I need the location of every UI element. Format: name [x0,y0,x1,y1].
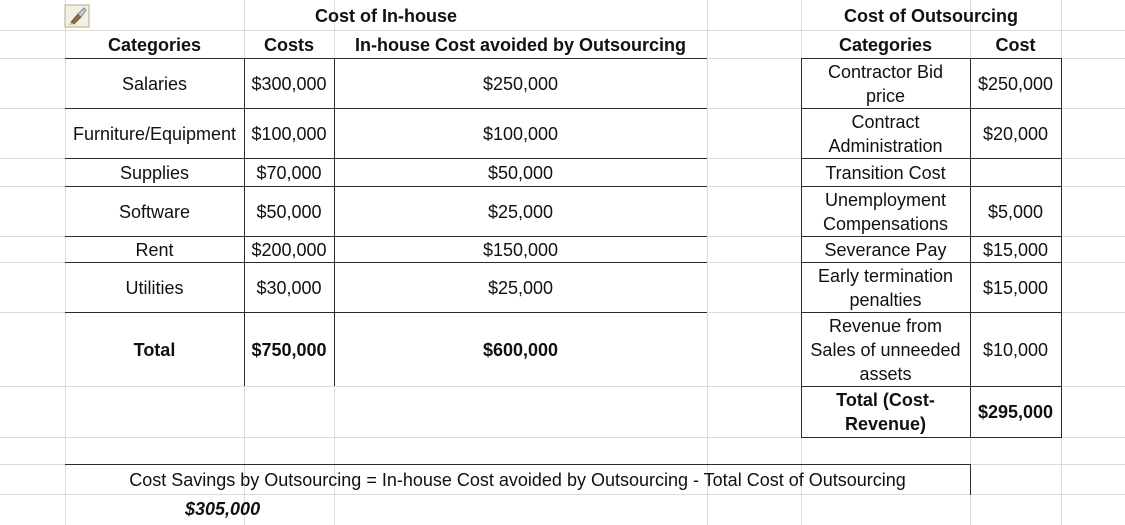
inhouse-row-category: Rent [135,239,174,260]
outsourcing-row-cost: $250,000 [977,73,1054,94]
outsourcing-header-cost: Cost [995,34,1036,55]
outsourcing-row-category: Revenue from Sales of unneeded assets [810,315,961,384]
outsourcing-row-category: Early termination penalties [817,265,954,310]
inhouse-header-costs: Costs [263,34,314,55]
inhouse-row-category: Software [118,201,191,222]
inhouse-row-cost: $50,000 [256,201,322,222]
outsourcing-total-label: Total (Cost- Revenue) [836,390,935,434]
outsourcing-row-category: Unemployment Compensations [822,189,949,234]
outsourcing-title: Cost of Outsourcing [844,6,1018,26]
inhouse-row-avoided: $150,000 [482,239,559,260]
inhouse-total-cost: $750,000 [251,339,327,360]
inhouse-row-cost: $30,000 [256,277,322,298]
inhouse-row-cost: $300,000 [251,73,327,94]
inhouse-row-category: Salaries [121,73,188,94]
outsourcing-row-cost: $20,000 [982,123,1049,144]
outsourcing-row-cost: $10,000 [982,339,1049,360]
inhouse-row-avoided: $250,000 [482,73,559,94]
inhouse-total-avoided: $600,000 [482,339,559,360]
outsourcing-header-categories: Categories [838,34,933,55]
outsourcing-row-cost: $15,000 [982,239,1049,260]
inhouse-row-avoided: $25,000 [487,277,554,298]
inhouse-row-cost: $100,000 [251,123,327,144]
inhouse-row-category: Supplies [119,162,190,183]
inhouse-row-avoided: $50,000 [487,162,554,183]
outsourcing-row-category: Severance Pay [824,239,947,260]
outsourcing-row-category: Contract Administration [828,111,943,156]
inhouse-row-cost: $200,000 [251,239,327,260]
savings-amount: $305,000 [185,499,261,519]
outsourcing-row-cost: $5,000 [987,201,1044,222]
inhouse-row-category: Furniture/Equipment [72,123,237,144]
inhouse-row-cost: $70,000 [256,162,322,183]
outsourcing-row-cost: $15,000 [982,277,1049,298]
inhouse-row-category: Utilities [125,277,184,298]
outsourcing-row-category: Contractor Bid price [827,61,944,106]
inhouse-total-label: Total [133,339,176,360]
savings-formula: Cost Savings by Outsourcing = In-house Cost avoided by Outsourcing - Total Cost of Outsourcing [129,469,906,490]
inhouse-header-categories: Categories [107,34,202,55]
inhouse-header-avoided: In-house Cost avoided by Outsourcing [354,34,687,55]
outsourcing-row-cost [970,159,1061,186]
outsourcing-row-category: Transition Cost [825,162,946,183]
inhouse-title: Cost of In-house [315,6,457,26]
inhouse-row-avoided: $25,000 [487,201,554,222]
inhouse-row-avoided: $100,000 [482,123,559,144]
outsourcing-total-cost: $295,000 [977,402,1054,422]
